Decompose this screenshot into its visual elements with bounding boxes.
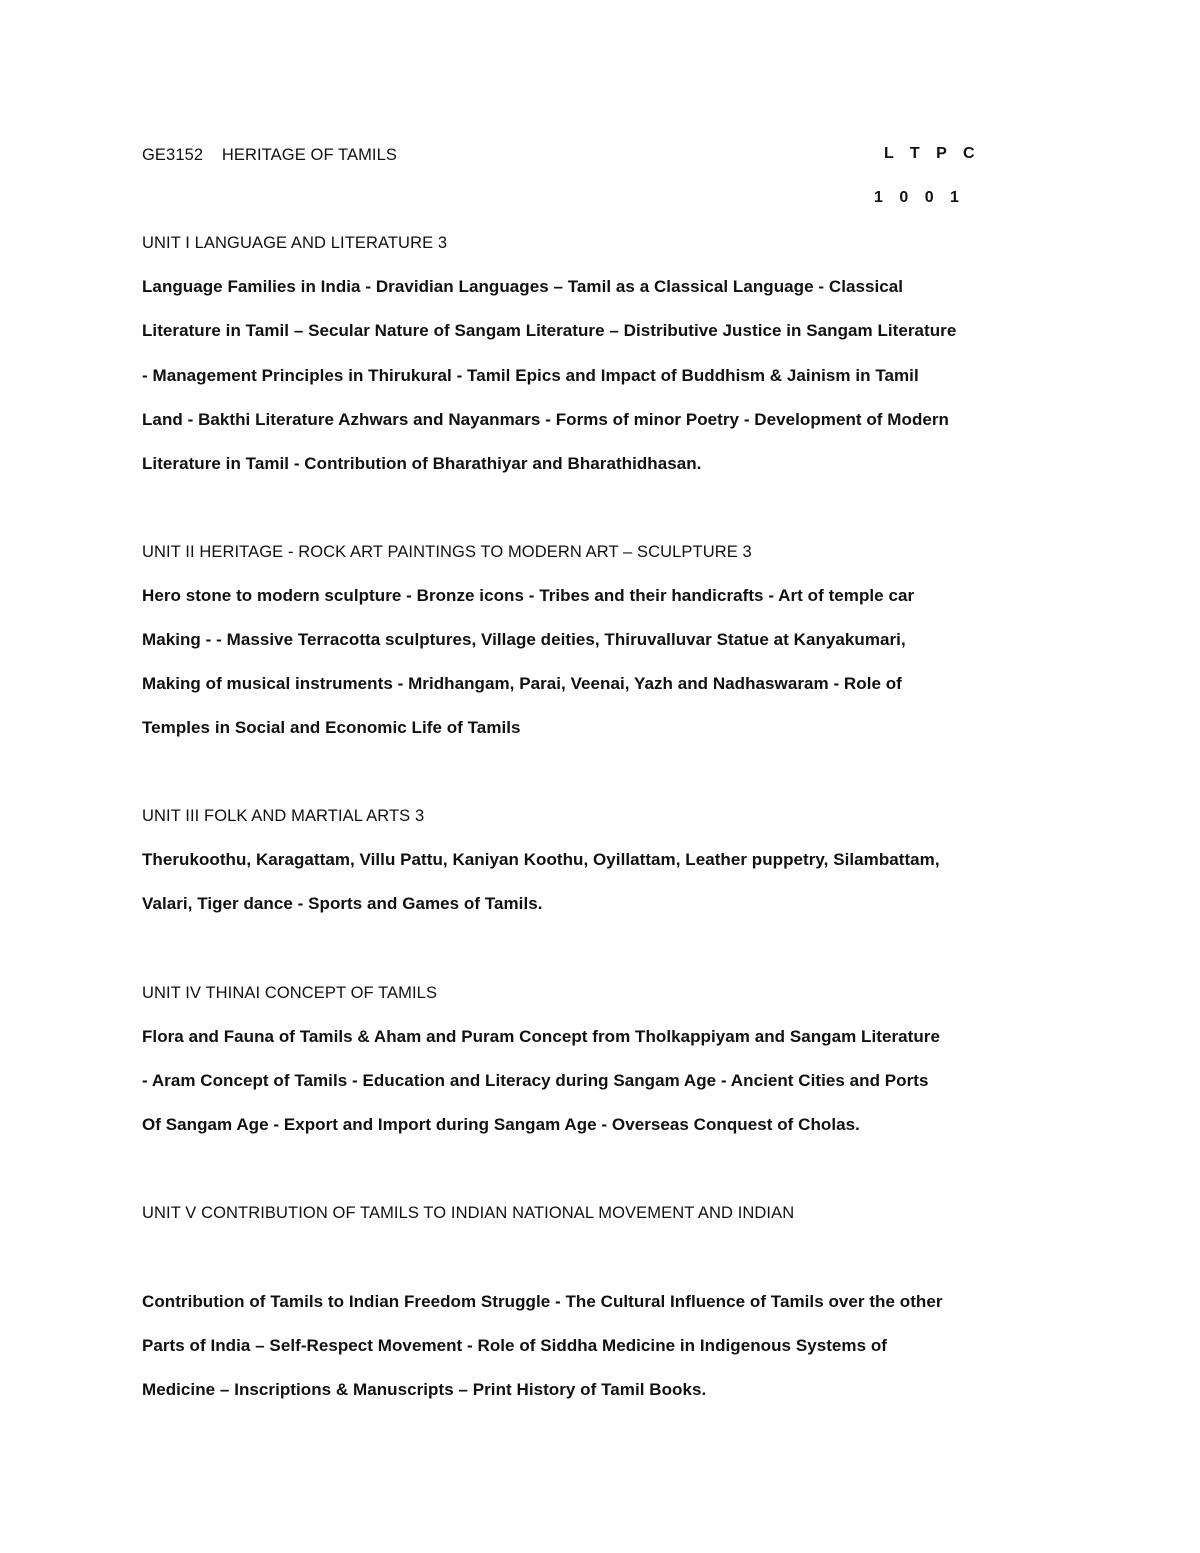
course-header bbox=[142, 144, 397, 166]
unit-4-line-1: Flora and Fauna of Tamils & Aham and Puram Concept from Tholkappiyam and Sangam Literature bbox=[142, 1027, 940, 1046]
course-title: HERITAGE OF TAMILS bbox=[221, 146, 397, 164]
unit-3-line-2: Valari, Tiger dance - Sports and Games of Tamils. bbox=[142, 894, 543, 913]
unit-2-title: UNIT II HERITAGE - ROCK ART PAINTINGS TO MODERN ART – SCULPTURE 3 bbox=[142, 543, 752, 561]
unit-1-line-1: Language Families in India - Dravidian Languages – Tamil as a Classical Language - Classical bbox=[142, 277, 904, 296]
unit-4-line-3: Of Sangam Age - Export and Import during Sangam Age - Overseas Conquest of Cholas. bbox=[142, 1115, 860, 1134]
unit-1-line-3: - Management Principles in Thirukural - Tamil Epics and Impact of Buddhism & Jainism in Tamil bbox=[142, 366, 919, 385]
unit-2-line-1: Hero stone to modern sculpture - Bronze icons - Tribes and their handicrafts - Art of temple car bbox=[142, 586, 915, 605]
unit-1-line-4: Land - Bakthi Literature Azhwars and Nayanmars - Forms of minor Poetry - Development of Modern bbox=[142, 410, 949, 429]
unit-2-line-4: Temples in Social and Economic Life of Tamils bbox=[142, 718, 521, 737]
unit-5-line-3: Medicine – Inscriptions & Manuscripts – Print History of Tamil Books. bbox=[142, 1380, 707, 1399]
course-code: GE3152 bbox=[142, 146, 204, 164]
unit-1-line-2: Literature in Tamil – Secular Nature of Sangam Literature – Distributive Justice in Sangam Literature bbox=[142, 321, 957, 340]
ltpc-values: 1 0 0 1 bbox=[874, 189, 965, 206]
unit-5-line-1: Contribution of Tamils to Indian Freedom Struggle - The Cultural Influence of Tamils over the other bbox=[142, 1292, 943, 1311]
ltpc-labels: L T P C bbox=[884, 145, 981, 162]
unit-4-line-2: - Aram Concept of Tamils - Education and Literacy during Sangam Age - Ancient Cities and Ports bbox=[142, 1071, 929, 1090]
unit-2-line-2: Making - - Massive Terracotta sculptures, Village deities, Thiruvalluvar Statue at Kanyakumari, bbox=[142, 630, 906, 649]
unit-5-title: UNIT V CONTRIBUTION OF TAMILS TO INDIAN NATIONAL MOVEMENT AND INDIAN bbox=[142, 1204, 795, 1222]
unit-2-line-3: Making of musical instruments - Mridhangam, Parai, Veenai, Yazh and Nadhaswaram - Role of bbox=[142, 674, 902, 693]
unit-1-line-5: Literature in Tamil - Contribution of Bharathiyar and Bharathidhasan. bbox=[142, 454, 702, 473]
unit-5-line-2: Parts of India – Self-Respect Movement - Role of Siddha Medicine in Indigenous Systems of bbox=[142, 1336, 888, 1355]
unit-3-title: UNIT III FOLK AND MARTIAL ARTS 3 bbox=[142, 807, 425, 825]
unit-3-line-1: Therukoothu, Karagattam, Villu Pattu, Kaniyan Koothu, Oyillattam, Leather puppetry, Silambattam, bbox=[142, 850, 940, 869]
unit-1-title: UNIT I LANGUAGE AND LITERATURE 3 bbox=[142, 234, 448, 252]
unit-4-title: UNIT IV THINAI CONCEPT OF TAMILS bbox=[142, 984, 438, 1002]
